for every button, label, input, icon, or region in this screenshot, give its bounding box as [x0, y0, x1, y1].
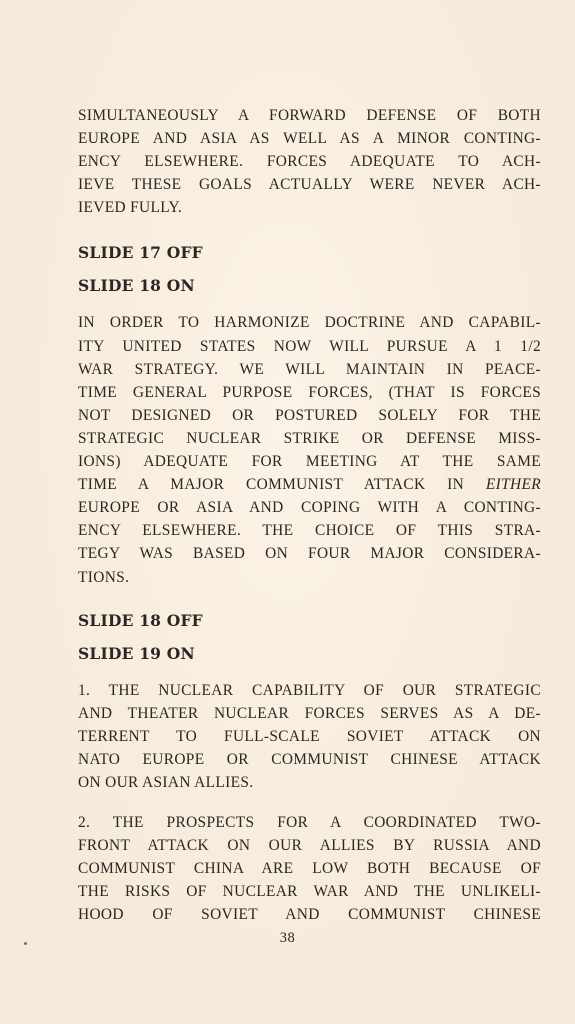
paragraph-forward-defense [78, 104, 541, 219]
paragraph-point-1 [78, 679, 541, 794]
text-fragment: TIME A MAJOR COMMUNIST ATTACK IN [78, 476, 486, 494]
text-line: EUROPE OR ASIA AND COPING WITH A CONTING- [78, 499, 541, 517]
text-line: ITY UNITED STATES NOW WILL PURSUE A 1 1/2 [78, 337, 541, 355]
text-line: IONS) ADEQUATE FOR MEETING AT THE SAME [78, 453, 541, 471]
page-number: 38 [279, 930, 296, 946]
text-line: FRONT ATTACK ON OUR ALLIES BY RUSSIA AND [78, 837, 541, 855]
text-line: 1. THE NUCLEAR CAPABILITY OF OUR STRATEGIC [78, 681, 541, 699]
page-body [78, 104, 541, 927]
italic-emphasis: EITHER [485, 476, 541, 494]
paragraph-strategy [78, 311, 541, 588]
text-line: TEGY WAS BASED ON FOUR MAJOR CONSIDERA- [78, 545, 541, 563]
text-line: IN ORDER TO HARMONIZE DOCTRINE AND CAPABIL- [78, 314, 541, 332]
slide-cue-19-on: SLIDE 19 ON [78, 643, 195, 663]
text-line: WAR STRATEGY. WE WILL MAINTAIN IN PEACE- [78, 360, 541, 378]
text-line: ENCY ELSEWHERE. FORCES ADEQUATE TO ACH- [78, 153, 541, 171]
text-line: SIMULTANEOUSLY A FORWARD DEFENSE OF BOTH [78, 107, 541, 124]
text-line-with-italic [78, 473, 541, 496]
text-line: COMMUNIST CHINA ARE LOW BOTH BECAUSE OF [78, 860, 541, 878]
paragraph-point-2 [78, 811, 541, 926]
text-line: NATO EUROPE OR COMMUNIST CHINESE ATTACK [78, 750, 541, 768]
text-line: TIME GENERAL PURPOSE FORCES, (THAT IS FORCES [78, 383, 541, 401]
text-line: IEVED FULLY. [78, 199, 183, 217]
text-line: ENCY ELSEWHERE. THE CHOICE OF THIS STRA- [78, 522, 541, 540]
slide-cue-18-off: SLIDE 18 OFF [78, 610, 203, 630]
text-line: 2. THE PROSPECTS FOR A COORDINATED TWO- [78, 814, 541, 832]
text-line: IEVE THESE GOALS ACTUALLY WERE NEVER ACH- [78, 176, 541, 194]
text-line: HOOD OF SOVIET AND COMMUNIST CHINESE [78, 906, 541, 924]
text-line: NOT DESIGNED OR POSTURED SOLELY FOR THE [78, 406, 541, 424]
text-line: EUROPE AND ASIA AS WELL AS A MINOR CONTING- [78, 130, 541, 148]
text-line: ON OUR ASIAN ALLIES. [78, 773, 254, 791]
slide-cue-18-on: SLIDE 18 ON [78, 276, 195, 296]
text-line: AND THEATER NUCLEAR FORCES SERVES AS A DE- [78, 704, 541, 722]
text-line: STRATEGIC NUCLEAR STRIKE OR DEFENSE MISS- [78, 429, 541, 447]
slide-cue-17-off: SLIDE 17 OFF [78, 243, 203, 263]
text-line: TERRENT TO FULL-SCALE SOVIET ATTACK ON [78, 727, 541, 745]
text-line: THE RISKS OF NUCLEAR WAR AND THE UNLIKELI- [78, 883, 541, 901]
text-line: TIONS. [78, 568, 130, 586]
